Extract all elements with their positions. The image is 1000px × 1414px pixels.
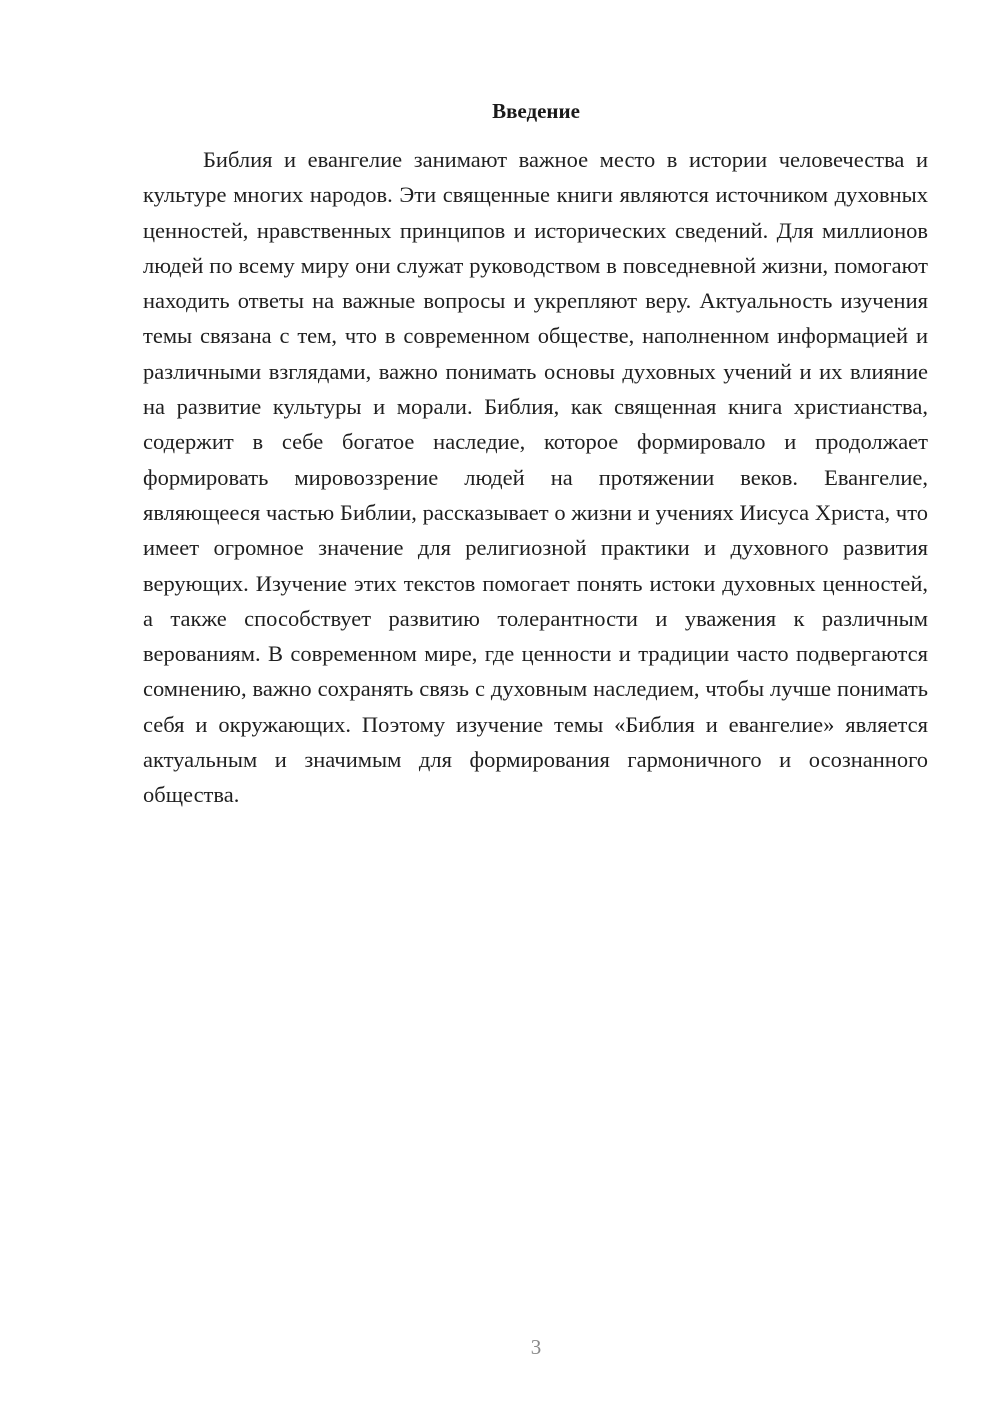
introduction-paragraph: Библия и евангелие занимают важное место в истории человечества и культуре многих народов. Эти священные книги являются источником духовных ценностей, нравственных принципов и исторических сведений. Для миллионов людей по всему миру они служат руководством в повседневной жизни, помогают находить ответы на важные вопросы и укрепляют веру. Актуальность изучения темы связана с тем, что в современном обществе, наполненном информацией и различными взглядами, важно понимать основы духовных учений и их влияние на развитие культуры и морали. Библия, как священная книга христианства, содержит в себе богатое наследие, которое формировало и продолжает формировать мировоззрение людей на протяжении веков. Евангелие, являющееся частью Библии, рассказывает о жизни и учениях Иисуса Христа, что имеет огромное значение для религиозной практики и духовного развития верующих. Изучение этих текстов помогает понять истоки духовных ценностей, а также способствует развитию толерантности и уважения к различным верованиям. В современном мире, где ценности и традиции часто подвергаются сомнению, важно сохранять связь с духовным наследием, чтобы лучше понимать себя и окружающих. Поэтому изучение темы «Библия и евангелие» является актуальным и значимым для формирования гармоничного и осознанного общества.: [143, 147, 928, 808]
page-number: 3: [530, 1335, 542, 1359]
section-heading: Введение: [492, 99, 580, 123]
